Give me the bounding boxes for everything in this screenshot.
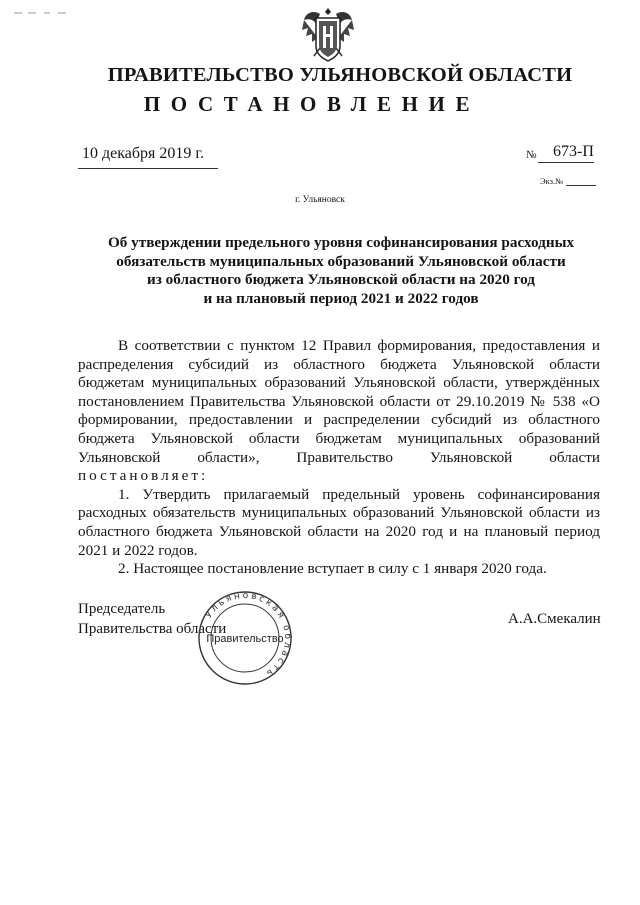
svg-text:Ульяновская область: Ульяновская область	[204, 590, 293, 680]
item-1: 1. Утвердить прилагаемый предельный уровень софинансирования расходных обязательств муниципальных образований Ульяновской области из областного бюджета Ульяновской области на 2020 год и на плановый период 2021 и 2022 годов.	[78, 485, 600, 559]
heading-line: и на плановый период 2021 и 2022 годов	[203, 289, 479, 307]
signatory-title-line: Председатель	[78, 601, 166, 617]
heading-line: обязательств муниципальных образований Ульяновской области	[116, 252, 566, 270]
svg-text:Правительство: Правительство	[206, 633, 284, 645]
document-body	[78, 337, 600, 579]
number-underline	[538, 162, 594, 163]
copy-underline	[566, 185, 596, 186]
number-label: №	[526, 149, 537, 161]
document-number: 673-П	[553, 143, 594, 160]
signatory-name: А.А.Смекалин	[508, 611, 601, 627]
item-2: 2. Настоящее постановление вступает в силу с 1 января 2020 года.	[118, 560, 547, 578]
document-date: 10 декабря 2019 г.	[82, 145, 205, 162]
official-seal-stamp	[192, 590, 298, 686]
heading-line: Об утверждении предельного уровня софинансирования расходных	[107, 234, 575, 251]
corner-mark	[14, 10, 74, 16]
preamble-text: В соответствии с пунктом 12 Правил формирования, предоставления и распределения субсидий из областного бюджета Ульяновской области бюджетам муниципальных образований Ульяновской области, утверждённых постановлением Правительства Ульяновской области от 29.10.2019 № 538 «О формировании, предоставлении и распределении субсидий из областного бюджета Ульяновской области бюджетам муниципальных образований Ульяновской области», Правительство Ульяновской области	[78, 337, 600, 466]
government-title: ПРАВИТЕЛЬСТВО УЛЬЯНОВСКОЙ ОБЛАСТИ	[107, 64, 573, 86]
city: г. Ульяновск	[295, 195, 345, 205]
copy-label: Экз.№	[540, 176, 564, 186]
coat-of-arms-icon	[300, 6, 356, 64]
signatory-title-line: Правительства области	[78, 621, 227, 637]
date-underline	[78, 168, 218, 169]
decree-word: постановляет:	[78, 467, 209, 485]
heading-line: из областного бюджета Ульяновской области на 2020 год	[147, 271, 535, 289]
preamble-paragraph	[78, 337, 600, 486]
document-heading	[0, 234, 640, 308]
document-type: ПОСТАНОВЛЕНИЕ	[143, 92, 481, 116]
